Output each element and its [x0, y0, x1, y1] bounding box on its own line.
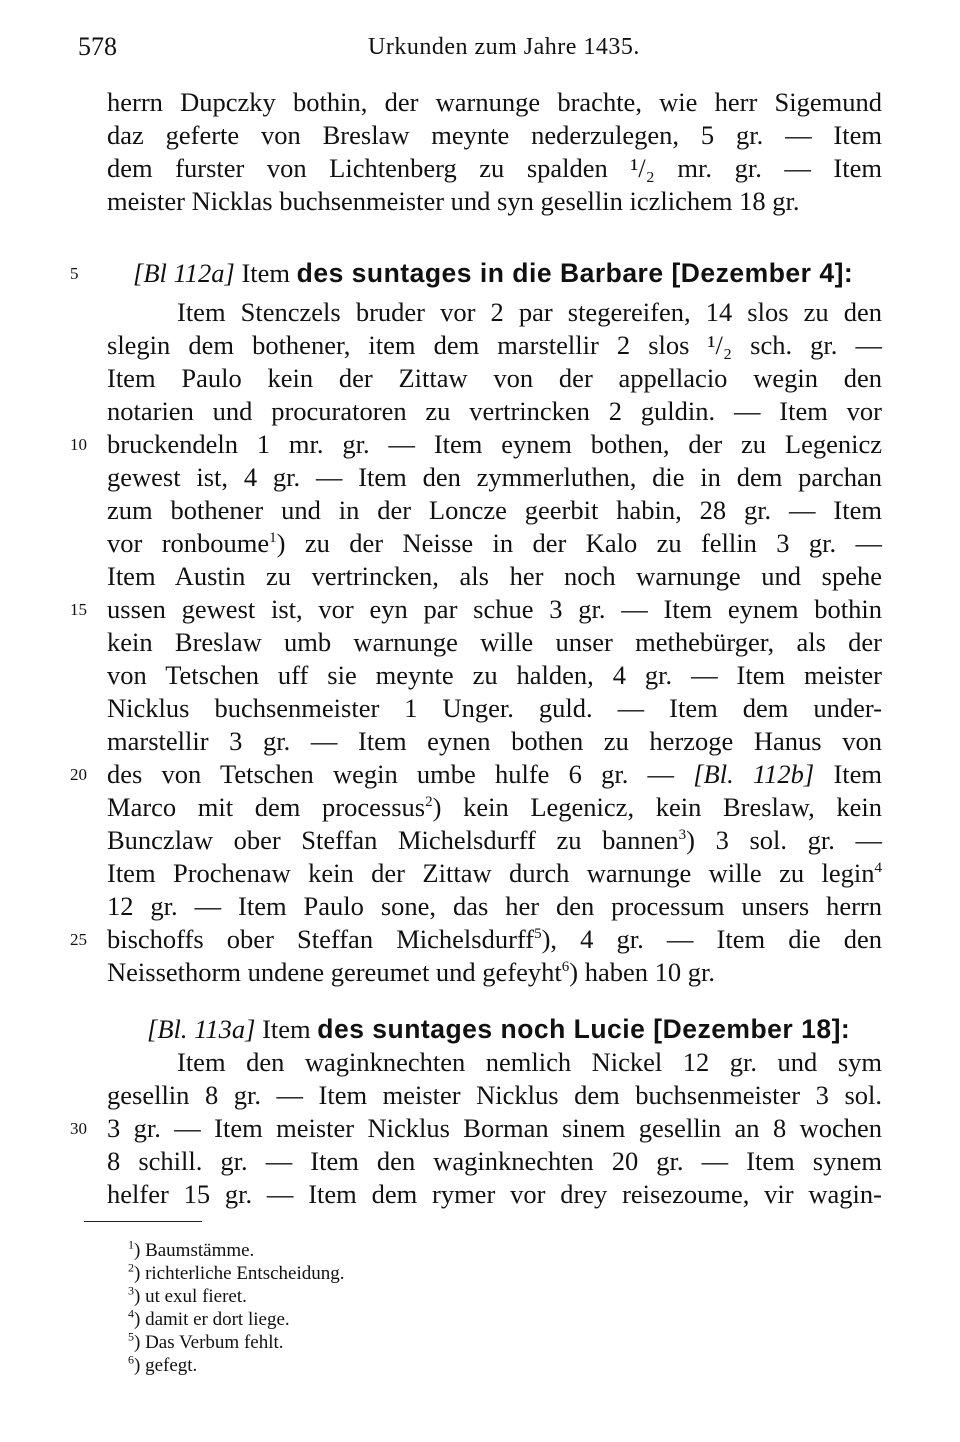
footnote-mark: 1	[269, 530, 277, 547]
text-line: helfer 15 gr. — Item dem rymer vor drey reisezoume, vir wagin-	[107, 1179, 882, 1209]
line-number: 10	[70, 435, 87, 454]
text-line	[107, 758, 882, 791]
footnote-text: richterliche Entscheidung.	[145, 1263, 345, 1284]
footnote-text: Baumstämme.	[145, 1240, 255, 1261]
footnote-text: Das Verbum fehlt.	[145, 1332, 284, 1353]
text-line: notarien und procuratoren zu vertrincken 2 guldin. — Item vor	[107, 396, 882, 426]
footnote: $^1$) Baumstämme.	[128, 1237, 255, 1261]
text-line: zum bothener und in der Loncze geerbit habin, 28 gr. — Item	[107, 495, 882, 525]
footnote: $^6$) gefegt.	[128, 1352, 198, 1376]
section-heading	[133, 257, 908, 290]
footnote-text: gefegt.	[145, 1355, 198, 1376]
heading-item: Item	[241, 258, 291, 288]
text-line: 3 gr. — Item meister Nicklus Borman sinem gesellin an 8 wochen	[107, 1113, 882, 1143]
text-span: Item	[833, 759, 883, 789]
heading-title: des suntages noch Lucie [Dezember 18]:	[317, 1014, 851, 1044]
footnote-mark: 3	[678, 827, 687, 844]
footnote-text: damit er dort liege.	[145, 1309, 290, 1330]
heading-item: Item	[262, 1014, 311, 1044]
footnote-number: 6	[128, 1352, 134, 1367]
footnote: $^3$) ut exul fieret.	[128, 1283, 247, 1307]
line-number: 20	[70, 765, 87, 784]
running-head: Urkunden zum Jahre 1435.	[368, 34, 640, 60]
text-line: Item Stenczels bruder vor 2 par stegereifen, 14 slos zu den	[177, 297, 882, 327]
text-line: Item Paulo kein der Zittaw von der appellacio wegin den	[107, 363, 882, 393]
text-span: ) kein Legenicz, kein Breslaw, kein	[432, 792, 882, 822]
footnote-number: 5	[128, 1329, 134, 1344]
text-span: des von Tetschen wegin umbe hulfe 6 gr. —	[107, 759, 675, 789]
text-line: dem furster von Lichtenberg zu spalden ¹/₂ mr. gr. — Item	[107, 153, 882, 183]
text-line: von Tetschen uff sie meynte zu halden, 4 gr. — Item meister	[107, 660, 882, 690]
text-line: meister Nicklas buchsenmeister und syn gesellin iczlichem 18 gr.	[107, 186, 800, 216]
footnote-number: 2	[128, 1260, 134, 1275]
line-number: 30	[70, 1119, 87, 1138]
text-span: Item Prochenaw kein der Zittaw durch warnunge wille zu legin	[107, 858, 875, 888]
text-line	[107, 791, 882, 824]
text-line: herrn Dupczky bothin, der warnunge brachte, wie herr Sigemund	[107, 87, 882, 117]
text-span: ) zu der Neisse in der Kalo zu fellin 3 gr. —	[276, 528, 882, 558]
text-line: daz geferte von Breslaw meynte nederzulegen, 5 gr. — Item	[107, 120, 882, 150]
text-line: 12 gr. — Item Paulo sone, das her den processum unsers herrn	[107, 891, 882, 921]
text-line: bruckendeln 1 mr. gr. — Item eynem bothen, der zu Legenicz	[107, 429, 882, 459]
footnote: $^5$) Das Verbum fehlt.	[128, 1329, 284, 1353]
text-line: 8 schill. gr. — Item den waginknechten 20 gr. — Item synem	[107, 1146, 882, 1176]
text-line	[107, 824, 882, 857]
text-span: Marco mit dem processus	[107, 792, 426, 822]
text-line: gewest ist, 4 gr. — Item den zymmerluthen, die in dem parchan	[107, 462, 882, 492]
text-line	[107, 857, 882, 890]
footnote-divider	[84, 1221, 202, 1222]
line-number: 5	[70, 264, 79, 283]
footnote: $^2$) richterliche Entscheidung.	[128, 1260, 345, 1284]
text-line	[107, 956, 882, 989]
text-span: vor ronboume	[107, 528, 270, 558]
footnote-mark: 4	[874, 860, 882, 877]
text-line: Item Austin zu vertrincken, als her noch warnunge und spehe	[107, 561, 882, 591]
footnote-mark: 5	[534, 926, 542, 943]
text-line: kein Breslaw umb warnunge wille unser methebürger, als der	[107, 627, 882, 657]
page-number: 578	[78, 32, 117, 61]
text-line: Item den waginknechten nemlich Nickel 12 gr. und sym	[177, 1047, 882, 1077]
text-line: slegin dem bothener, item dem marstellir 2 slos ¹/₂ sch. gr. —	[107, 330, 882, 360]
text-line: ussen gewest ist, vor eyn par schue 3 gr. — Item eynem bothin	[107, 594, 882, 624]
line-number: 25	[70, 930, 87, 949]
folio-ref: [Bl. 112b]	[693, 759, 815, 789]
footnote: $^4$) damit er dort liege.	[128, 1306, 290, 1330]
text-line: Nicklus buchsenmeister 1 Unger. guld. — Item dem under-	[107, 693, 882, 723]
text-span: bischoffs ober Steffan Michelsdurff	[107, 924, 535, 954]
footnote-number: 3	[128, 1283, 134, 1298]
heading-title: des suntages in die Barbare [Dezember 4]:	[296, 258, 854, 288]
footnote-number: 4	[128, 1306, 134, 1321]
text-span: ) 3 sol. gr. —	[686, 825, 882, 855]
folio-ref: [Bl. 113a]	[147, 1014, 256, 1044]
footnote-text: ut exul fieret.	[145, 1286, 247, 1307]
text-line: marstellir 3 gr. — Item eynen bothen zu herzoge Hanus von	[107, 726, 882, 756]
text-line	[107, 527, 882, 560]
folio-ref: [Bl 112a]	[133, 258, 235, 288]
text-span: ) haben 10 gr.	[569, 957, 715, 987]
text-line: gesellin 8 gr. — Item meister Nicklus dem buchsenmeister 3 sol.	[107, 1080, 882, 1110]
text-line	[107, 923, 882, 956]
footnote-number: 1	[128, 1237, 134, 1252]
text-span: Bunczlaw ober Steffan Michelsdurff zu bannen	[107, 825, 679, 855]
text-span: Neissethorm undene gereumet und gefeyht	[107, 957, 562, 987]
section-heading	[147, 1013, 882, 1046]
footnote-mark: 2	[425, 794, 433, 811]
footnote-mark: 6	[561, 959, 570, 976]
text-span: ), 4 gr. — Item die den	[541, 924, 882, 954]
line-number: 15	[70, 600, 87, 619]
